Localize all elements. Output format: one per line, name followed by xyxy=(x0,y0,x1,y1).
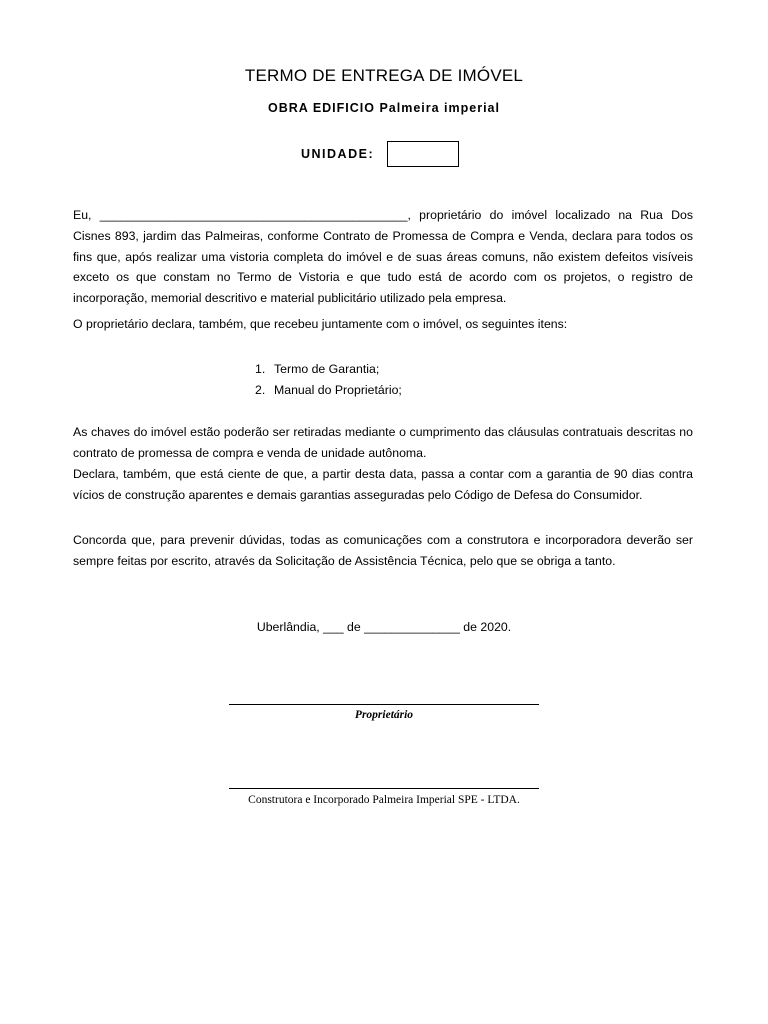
list-item-text: Termo de Garantia; xyxy=(274,362,380,376)
paragraph-items-intro-text: O proprietário declara, também, que recebeu juntamente com o imóvel, os seguintes itens: xyxy=(73,317,568,331)
document-subtitle: OBRA EDIFICIO Palmeira imperial xyxy=(268,101,500,115)
paragraph-warranty-text: Declara, também, que está ciente de que, a partir desta data, passa a contar com a garantia de 90 dias contra vícios de construção aparentes e demais garantias asseguradas pelo Código de Defesa do Consumidor. xyxy=(73,467,693,502)
paragraph-declaration-text: Eu, _____________________________________________, proprietário do imóvel localizado na Rua Dos Cisnes 893, jardim das Palmeiras, conforme Contrato de Promessa de Compra e Venda, declara para todos os fins que, após realizar uma vistoria completa do imóvel e de suas áreas comuns, não existem defeitos visíveis exceto os que constam no Termo de Vistoria e que tudo está de acordo com os projetos, o registro de incorporação, memorial descritivo e material publicitário utilizado pela empresa. xyxy=(73,208,693,306)
list-item-number: 2. xyxy=(255,382,266,397)
paragraph-keys-text: As chaves do imóvel estão poderão ser retiradas mediante o cumprimento das cláusulas contratuais descritas no contrato de promessa de compra e venda de unidade autônoma. xyxy=(73,425,693,460)
city-date: Uberlândia, ___ de ______________ de 2020. xyxy=(256,620,512,634)
paragraph-keys xyxy=(73,422,693,464)
paragraph-items-intro xyxy=(73,314,693,335)
paragraph-communications-text: Concorda que, para prevenir dúvidas, todas as comunicações com a construtora e incorporadora deverão ser sempre feitas por escrito, através da Solicitação de Assistência Técnica, pelo que se obriga a tanto. xyxy=(73,533,693,568)
unit-label: UNIDADE: xyxy=(301,147,375,161)
unit-box xyxy=(387,141,459,167)
owner-signature-line xyxy=(229,704,539,705)
list-item xyxy=(255,380,402,401)
paragraph-warranty xyxy=(73,464,693,506)
list-item xyxy=(255,359,402,380)
owner-signature-label: Proprietário xyxy=(354,709,414,721)
list-item-text: Manual do Proprietário; xyxy=(274,382,402,397)
items-list xyxy=(255,359,402,401)
list-item-number: 1. xyxy=(255,362,266,376)
document-title: TERMO DE ENTREGA DE IMÓVEL xyxy=(244,66,524,85)
company-signature-label: Construtora e Incorporado Palmeira Imperial SPE - LTDA. xyxy=(248,794,520,806)
unit-row xyxy=(301,140,459,168)
paragraph-communications xyxy=(73,530,693,572)
paragraph-declaration xyxy=(73,205,693,309)
company-signature-line xyxy=(229,788,539,789)
